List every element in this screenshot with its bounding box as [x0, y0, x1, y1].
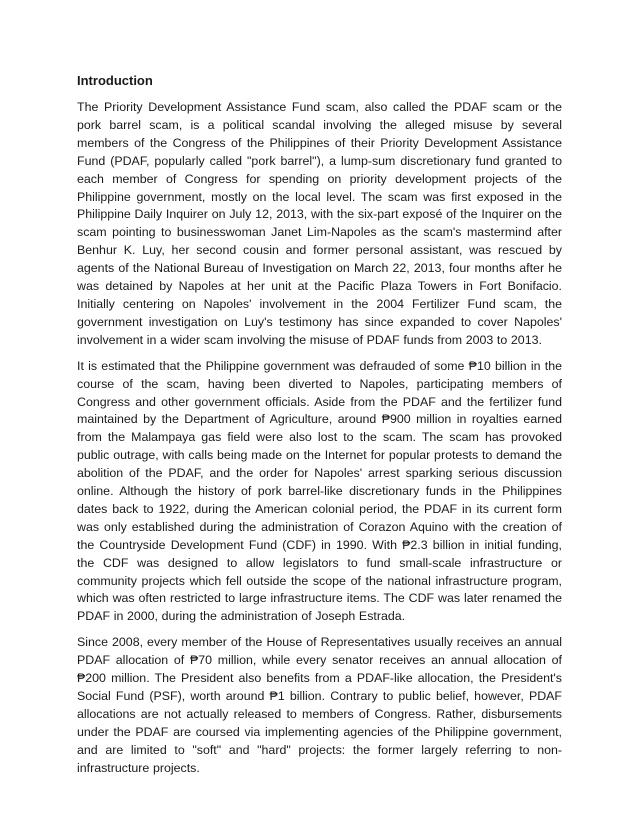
paragraph: Since 2008, every member of the House of Representatives usually receives an annual PDAF allocation of ₱70 million, while every senator receives an annual allocation of ₱200 million. The President also benefits from a PDAF-like allocation, the President's Social Fund (PSF), worth around ₱1 billion. Contrary to public belief, however, PDAF allocations are not actually released to members of Congress. Rather, disbursements under the PDAF are coursed via implementing agencies of the Philippine government, and are limited to "soft" and "hard" projects: the former largely referring to non-infrastructure projects.	[77, 635, 562, 775]
paragraph: It is estimated that the Philippine government was defrauded of some ₱10 billion in the course of the scam, having been diverted to Napoles, participating members of Congress and other government officials. Aside from the PDAF and the fertilizer fund maintained by the Department of Agriculture, around ₱900 million in royalties earned from the Malampaya gas field were also lost to the scam. The scam has provoked public outrage, with calls being made on the Internet for popular protests to demand the abolition of the PDAF, and the order for Napoles' arrest sparking serious discussion online. Although the history of pork barrel-like discretionary funds in the Philippines dates back to 1922, during the American colonial period, the PDAF in its current form was only established during the administration of Corazon Aquino with the creation of the Countryside Development Fund (CDF) in 1990. With ₱2.3 billion in initial funding, the CDF was designed to allow legislators to fund small-scale infrastructure or community projects which fell outside the scope of the national infrastructure program, which was often restricted to large infrastructure items. The CDF was later renamed the PDAF in 2000, during the administration of Joseph Estrada.	[77, 358, 562, 624]
document-page	[77, 72, 562, 786]
paragraph: The Priority Development Assistance Fund scam, also called the PDAF scam or the pork barrel scam, is a political scandal involving the alleged misuse by several members of the Congress of the Philippines of their Priority Development Assistance Fund (PDAF, popularly called "pork barrel"), a lump-sum discretionary fund granted to each member of Congress for spending on priority development projects of the Philippine government, mostly on the local level. The scam was first exposed in the Philippine Daily Inquirer on July 12, 2013, with the six-part exposé of the Inquirer on the scam pointing to businesswoman Janet Lim-Napoles as the scam's mastermind after Benhur K. Luy, her second cousin and former personal assistant, was rescued by agents of the National Bureau of Investigation on March 22, 2013, four months after he was detained by Napoles at her unit at the Pacific Plaza Towers in Fort Bonifacio. Initially centering on Napoles' involvement in the 2004 Fertilizer Fund scam, the government investigation on Luy's testimony has since expanded to cover Napoles' involvement in a wider scam involving the misuse of PDAF funds from 2003 to 2013.	[77, 100, 562, 347]
section-heading: Introduction	[77, 73, 153, 88]
